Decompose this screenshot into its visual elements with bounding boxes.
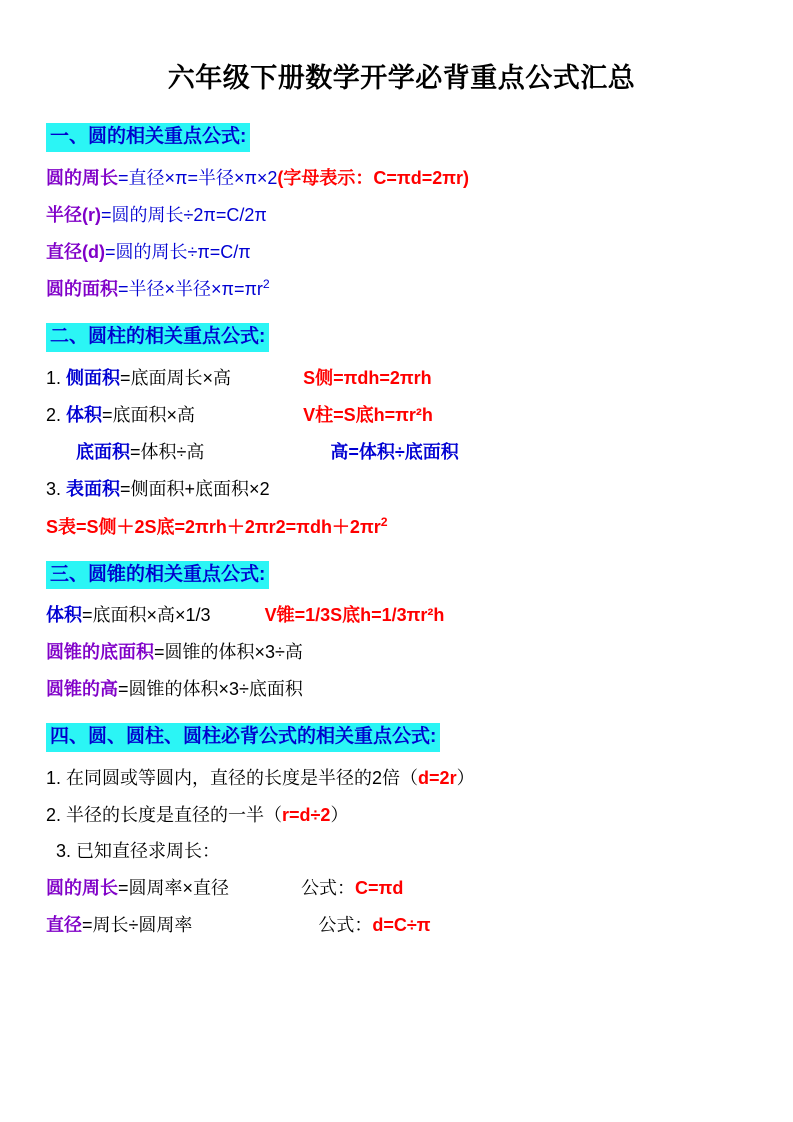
formula-symbolic: S表=S侧＋2S底=2πrh＋2πr2=πdh＋2πr [46, 516, 381, 537]
formula-body: =侧面积+底面积×2 [120, 478, 270, 499]
formula-exponent: 2 [262, 277, 270, 292]
formula-term: 圆的周长 [46, 167, 118, 188]
formula-body: =圆锥的体积×3÷高 [154, 642, 303, 663]
formula-line [46, 402, 757, 430]
section-heading-1: 一、圆的相关重点公式: [46, 123, 250, 152]
rule-line [46, 802, 757, 830]
section-heading-4: 四、圆、圆柱、圆柱必背公式的相关重点公式: [46, 723, 440, 752]
rule-line [56, 838, 757, 866]
section-cylinder [46, 313, 757, 541]
formula-line [46, 476, 757, 504]
formula-symbolic: V锥=1/3S底h=1/3πr²h [264, 605, 445, 626]
formula-line [76, 439, 757, 467]
formula-body: =圆的周长÷2π=C/2π [101, 204, 267, 225]
rule-text: 已知直径求周长： [76, 841, 221, 862]
section-heading-3: 三、圆锥的相关重点公式: [46, 561, 269, 590]
formula-body: =底面积×高 [102, 404, 196, 425]
rule-formula: r=d÷2 [282, 804, 331, 825]
section-heading-2: 二、圆柱的相关重点公式: [46, 323, 269, 352]
page-title: 六年级下册数学开学必背重点公式汇总 [167, 63, 636, 93]
rule-tail: ） [330, 804, 349, 825]
rule-text: 半径的长度是直径的一半（ [66, 804, 283, 825]
formula-symbolic: V柱=S底h=πr²h [303, 404, 433, 425]
formula-term: 体积 [46, 605, 82, 626]
formula-term: 圆的面积 [46, 279, 118, 300]
item-number: 3. [56, 841, 72, 862]
item-number: 2. [46, 804, 62, 825]
formula-body: =底面周长×高 [120, 368, 232, 389]
formula-line [46, 275, 757, 304]
rule-line [46, 765, 757, 793]
surface-area-formula [46, 513, 757, 542]
formula-symbolic: d=C÷π [372, 915, 431, 936]
formula-body: =圆的周长÷π=C/π [104, 241, 251, 262]
formula-body: =圆锥的体积×3÷底面积 [118, 679, 303, 700]
formula-line [46, 165, 757, 193]
section-summary [46, 713, 757, 940]
formula-symbolic: C=πd [355, 878, 404, 899]
formula-label: 公式： [301, 878, 356, 899]
formula-line [46, 912, 757, 940]
formula-term: 体积 [66, 404, 103, 425]
formula-term: 圆锥的高 [46, 679, 118, 700]
formula-term: 直径 [46, 915, 82, 936]
formula-body: =周长÷圆周率 [82, 915, 193, 936]
formula-body: =圆周率×直径 [118, 878, 230, 899]
formula-note: (字母表示：C=πd=2πr) [277, 167, 470, 188]
formula-line [46, 365, 757, 393]
formula-term: 半径(r) [46, 204, 101, 225]
formula-line [46, 676, 757, 704]
formula-body: =直径×π=半径×π×2 [118, 167, 278, 188]
section-circle [46, 113, 757, 304]
rule-tail: ） [456, 767, 475, 788]
formula-label: 公式： [318, 915, 373, 936]
formula-line [46, 202, 757, 230]
item-number: 3. [46, 478, 62, 499]
formula-line [46, 639, 757, 667]
formula-line [46, 875, 757, 903]
formula-term: 底面积 [76, 441, 130, 462]
formula-line [46, 602, 757, 630]
rule-formula: d=2r [418, 767, 457, 788]
item-number: 1. [46, 368, 62, 389]
formula-body: =体积÷高 [130, 441, 205, 462]
formula-body: =半径×半径×π=πr [118, 279, 263, 300]
section-cone [46, 551, 757, 704]
formula-term: 直径(d) [46, 241, 105, 262]
formula-term: 圆锥的底面积 [46, 642, 154, 663]
formula-term: 圆的周长 [46, 878, 118, 899]
formula-alt: 高=体积÷底面积 [330, 441, 459, 462]
item-number: 2. [46, 404, 62, 425]
formula-symbolic: S侧=πdh=2πrh [303, 368, 432, 389]
formula-exponent: 2 [380, 514, 388, 529]
formula-line [46, 239, 757, 267]
formula-term: 表面积 [66, 478, 121, 499]
rule-text: 在同圆或等圆内，直径的长度是半径的2倍（ [66, 767, 419, 788]
formula-term: 侧面积 [66, 368, 121, 389]
item-number: 1. [46, 767, 62, 788]
formula-body: =底面积×高×1/3 [82, 605, 211, 626]
